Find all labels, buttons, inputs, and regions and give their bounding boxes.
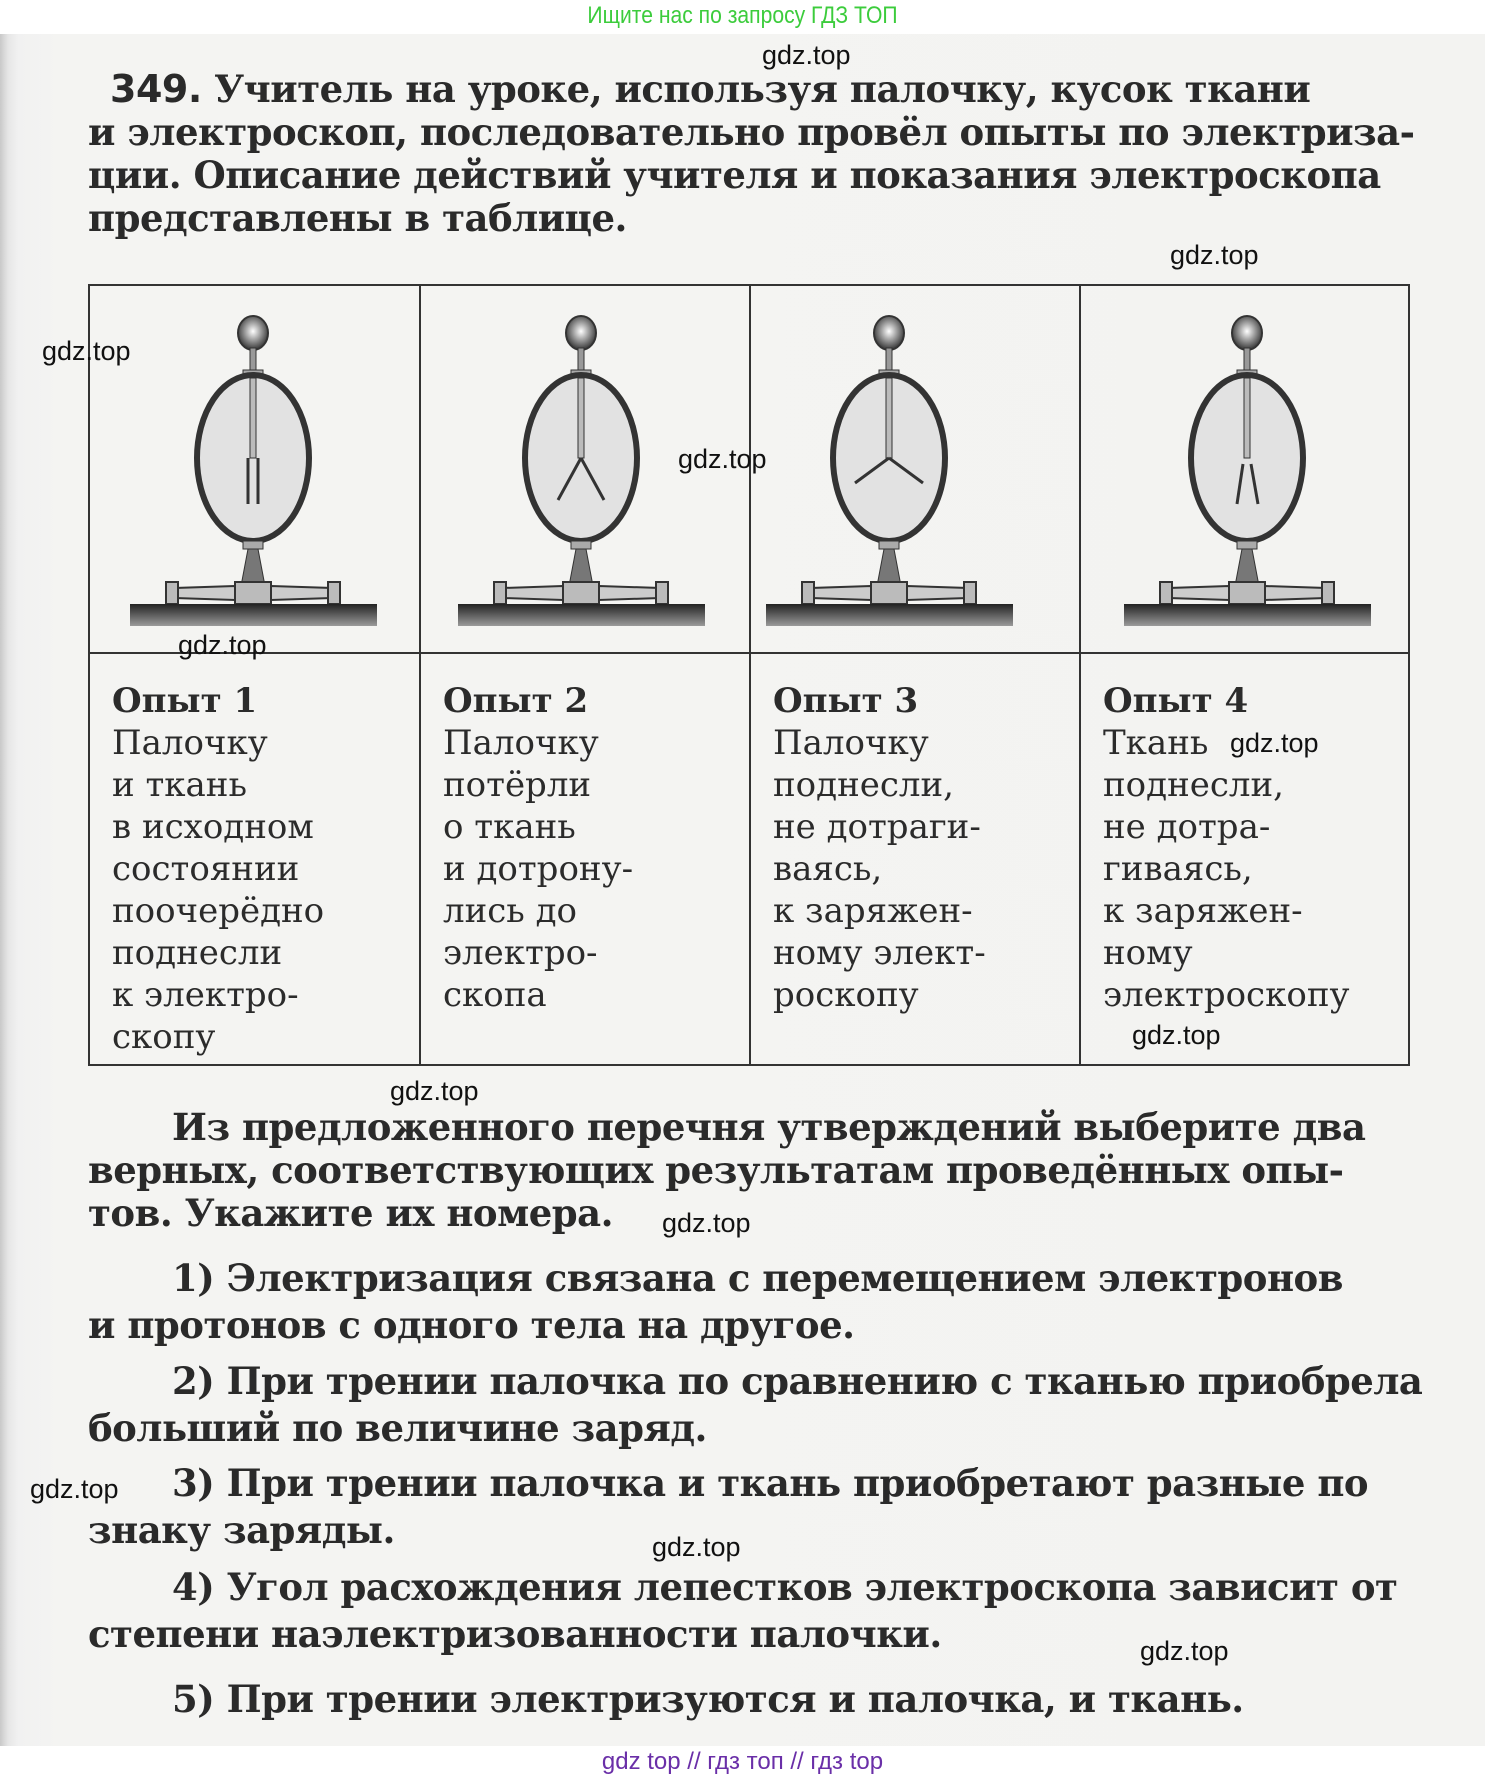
- watermark: gdz.top: [1132, 1020, 1221, 1050]
- watermark: gdz.top: [42, 336, 131, 366]
- watermark: gdz.top: [762, 40, 851, 70]
- top-banner: Ищите нас по запросу ГДЗ ТОП: [587, 2, 898, 29]
- intro-line: ции. Описание действий учителя и показания электроскопа: [88, 153, 1381, 197]
- watermark: gdz.top: [1170, 240, 1259, 270]
- electroscope-narrow-open-icon: [1081, 286, 1412, 654]
- option-1: 1) Электризация связана с перемещением электронов и протонов с одного тела на другое.: [88, 1256, 1343, 1347]
- problem-number: 349.: [110, 67, 202, 111]
- watermark: gdz.top: [390, 1076, 479, 1106]
- task-text: Из предложенного перечня утверждений выберите два верных, соответствующих результатам проведённых опы- тов. Укажите их номера.: [88, 1105, 1366, 1235]
- experiment-3-cell: Опыт 3 Палочку поднесли, не дотраги- ваясь, к заряжен- ному элект- роскопу: [751, 654, 1081, 1064]
- electroscope-cell-1: [90, 286, 421, 654]
- watermark: gdz.top: [652, 1532, 741, 1562]
- bottom-banner: gdz top // гдз топ // гдз top: [0, 1746, 1485, 1780]
- watermark: gdz.top: [1230, 728, 1319, 758]
- experiment-title: Опыт 1: [112, 681, 258, 721]
- watermark: gdz.top: [178, 630, 267, 660]
- electroscope-wide-open-icon: [751, 286, 1081, 654]
- experiment-4-cell: Опыт 4 Ткань поднесли, не дотра- гиваясь, к заряжен- ному электроскопу: [1103, 681, 1350, 1015]
- experiment-2-cell: Опыт 2 Палочку потёрли о ткань и дотрону- лись до электро- скопа: [421, 654, 751, 1064]
- experiment-title: Опыт 3: [773, 681, 919, 721]
- experiment-title: Опыт 4: [1103, 681, 1249, 721]
- watermark: gdz.top: [662, 1208, 751, 1238]
- problem-intro: [88, 67, 1415, 240]
- watermark: gdz.top: [1140, 1636, 1229, 1666]
- option-2: 2) При трении палочка по сравнению с тканью приобрела больший по величине заряд.: [88, 1359, 1423, 1450]
- watermark: gdz.top: [678, 444, 767, 474]
- electroscope-closed-icon: [90, 286, 421, 654]
- experiment-1-cell: Опыт 1 Палочку и ткань в исходном состоянии поочерёдно поднесли к электро- скопу: [90, 654, 421, 1064]
- intro-line: представлены в таблице.: [88, 196, 627, 240]
- intro-line: и электроскоп, последовательно провёл опыты по электриза-: [88, 110, 1415, 154]
- option-3: 3) При трении палочка и ткань приобретают разные по знаку заряды.: [88, 1461, 1369, 1552]
- option-5: 5) При трении электризуются и палочка, и ткань.: [172, 1677, 1244, 1721]
- watermark: gdz.top: [30, 1474, 119, 1504]
- electroscope-cell-4: [1081, 286, 1408, 654]
- option-4: 4) Угол расхождения лепестков электроскопа зависит от степени наэлектризованности палочки.: [88, 1565, 1398, 1656]
- experiments-table: [88, 284, 1410, 1066]
- experiment-title: Опыт 2: [443, 681, 589, 721]
- electroscope-cell-3: [751, 286, 1081, 654]
- intro-line: Учитель на уроке, используя палочку, кусок ткани: [214, 67, 1311, 111]
